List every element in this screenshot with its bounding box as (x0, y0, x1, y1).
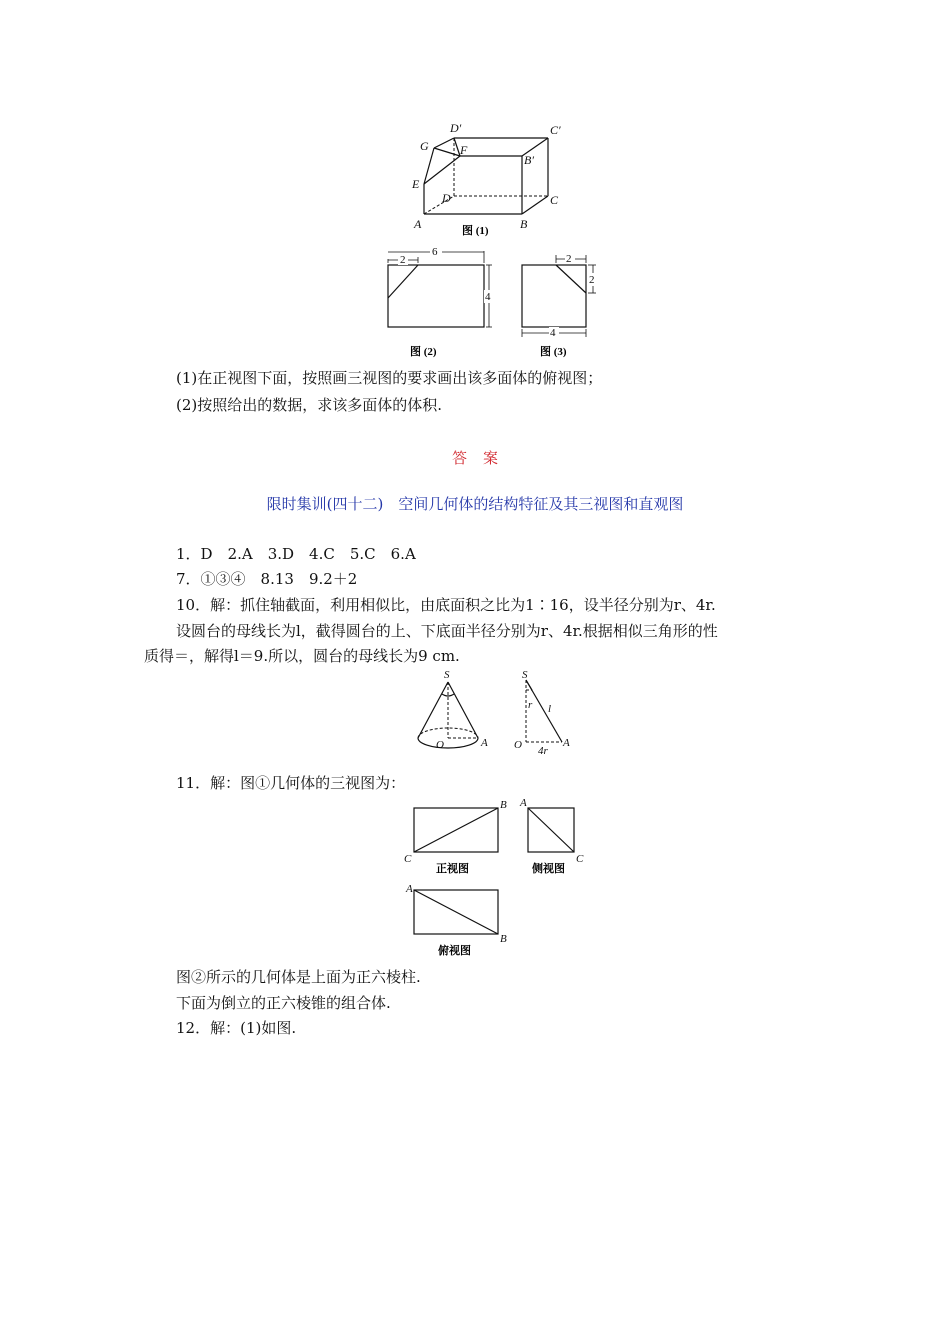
section-title: 限时集训(四十二) 空间几何体的结构特征及其三视图和直观图 (266, 495, 684, 513)
figure-2-front-view (380, 243, 498, 361)
tri-label-l: l (548, 703, 552, 715)
label-g: G (420, 139, 429, 153)
figure-2-caption: 图 (2) (410, 346, 437, 358)
dim-top-2: 2 (566, 253, 572, 265)
tri-label-r: r (528, 699, 533, 711)
answer-q11-line-2: 图②所示的几何体是上面为正六棱柱. (176, 968, 421, 986)
tri-label-s: S (522, 669, 528, 681)
problem-q2: (2)按照给出的数据，求该多面体的体积. (176, 396, 443, 414)
top-label-b: B (500, 933, 507, 945)
label-b-prime: B′ (524, 153, 534, 167)
dim-bottom-4: 4 (550, 327, 556, 339)
top-view-caption: 俯视图 (438, 945, 471, 957)
figure-1-polyhedron (410, 118, 570, 246)
answer-heading: 答案 (451, 449, 514, 467)
three-views-figure (398, 796, 588, 960)
triangle-figure (512, 668, 576, 760)
answer-q10-line-3: 质得＝，解得l＝9.所以，圆台的母线长为9 cm. (144, 647, 460, 665)
figure-3-side-view (518, 243, 602, 361)
figure-3-caption: 图 (3) (540, 346, 567, 358)
answer-q12-line-1: 12．解：(1)如图. (176, 1019, 297, 1037)
front-label-b: B (500, 799, 507, 811)
label-b: B (520, 217, 528, 231)
cone-label-a: A (481, 737, 488, 749)
dim-4: 4 (485, 291, 491, 303)
answer-line-2: 7．①③④ 8.13 9.2＋2 (176, 570, 358, 588)
cone-figure (412, 668, 504, 760)
tri-label-a: A (563, 737, 570, 749)
problem-q1: (1)在正视图下面，按照画三视图的要求画出该多面体的俯视图； (176, 369, 603, 387)
tri-label-4r: 4r (538, 745, 548, 757)
side-label-c: C (576, 853, 584, 865)
answer-q10-line-2: 设圆台的母线长为l，截得圆台的上、下底面半径分别为r、4r.根据相似三角形的性 (176, 622, 718, 640)
cone-label-o: O (436, 739, 444, 751)
side-view-caption: 侧视图 (532, 863, 565, 875)
tri-label-o: O (514, 739, 522, 751)
dim-2: 2 (400, 254, 406, 266)
label-e: E (412, 177, 420, 191)
side-label-a: A (520, 797, 527, 809)
dim-right-2: 2 (589, 274, 595, 286)
label-a: A (414, 217, 422, 231)
label-c-prime: C′ (550, 123, 561, 137)
answer-line-1: 1．D 2.A 3.D 4.C 5.C 6.A (176, 545, 416, 563)
label-d-prime: D′ (450, 121, 462, 135)
front-label-c: C (404, 853, 412, 865)
cone-label-s: S (444, 669, 450, 681)
dim-6: 6 (432, 246, 438, 258)
answer-q10-line-1: 10．解：抓住轴截面，利用相似比，由底面积之比为1∶16，设半径分别为r、4r. (176, 596, 716, 614)
label-d: D (442, 191, 451, 205)
label-c: C (550, 193, 559, 207)
answer-q11-line-1: 11．解：图①几何体的三视图为： (176, 774, 406, 792)
answer-q11-line-3: 下面为倒立的正六棱锥的组合体. (176, 994, 391, 1012)
front-view-caption: 正视图 (436, 863, 469, 875)
top-label-a: A (406, 883, 413, 895)
label-f: F (460, 143, 468, 157)
figure-1-caption: 图 (1) (462, 225, 489, 237)
